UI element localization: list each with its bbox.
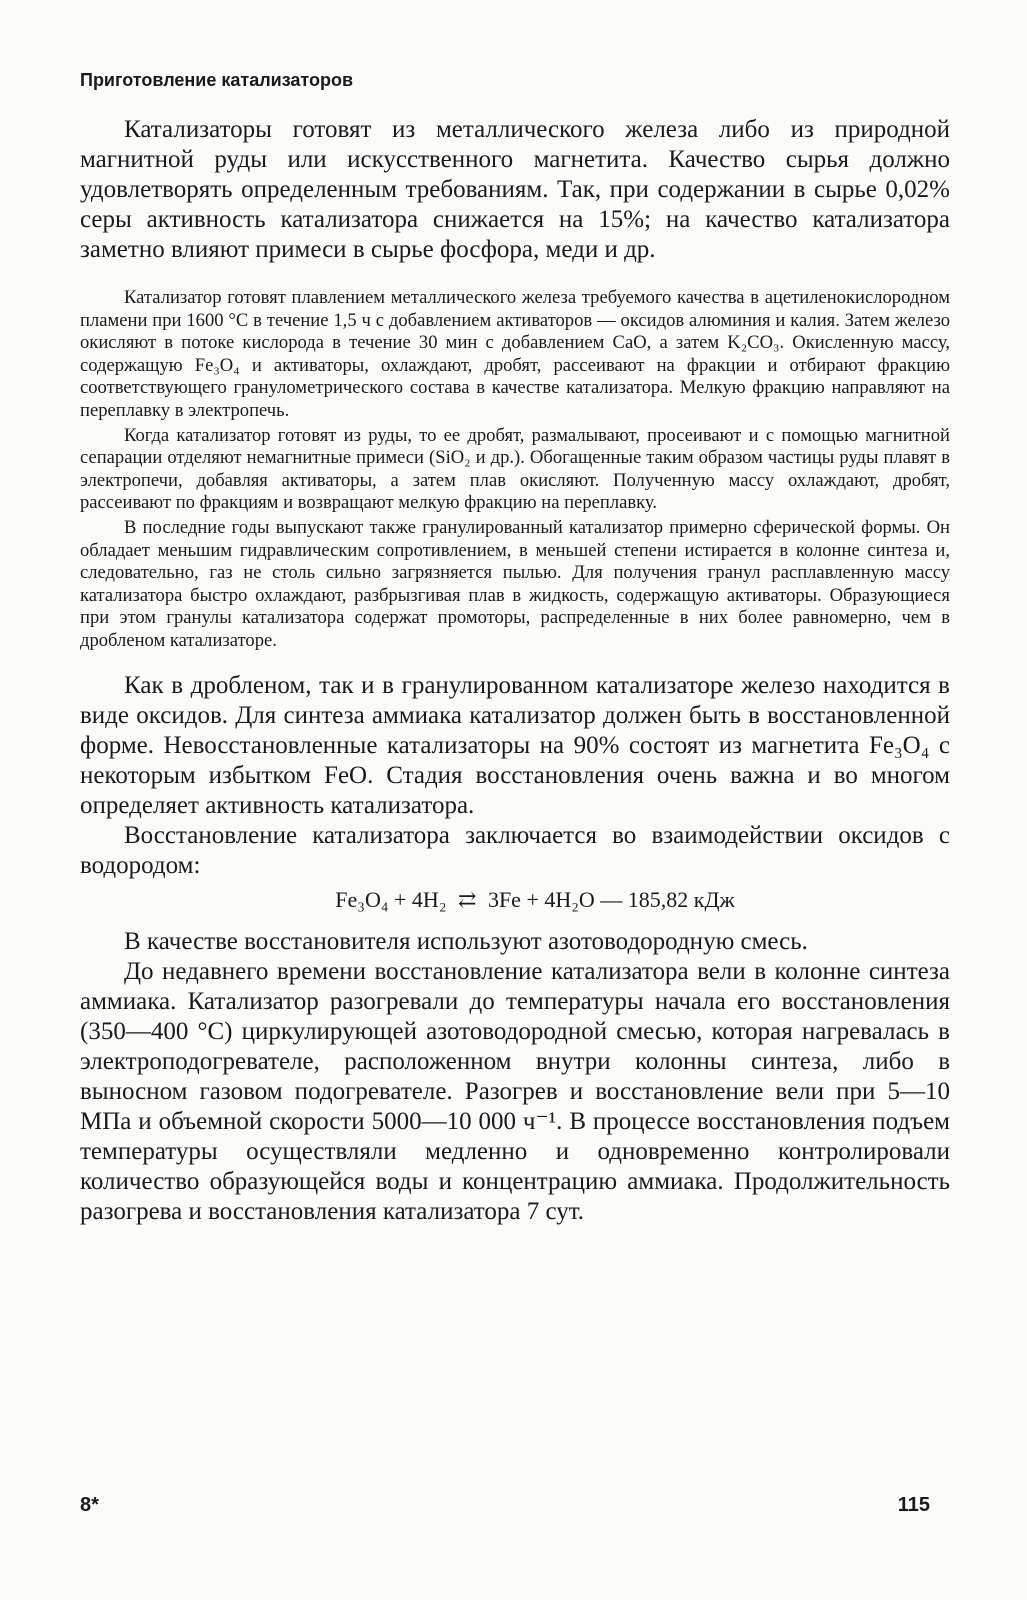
- paragraph-intro: Катализаторы готовят из металлического железа либо из природной магнитной руды или искусственного магнетита. Качество сырья должно удовлетворять определенным требованиям. Так, при содержании в сырье 0,02% серы активность катализатора снижается на 15%; на качество катализатора заметно влияют примеси в сырье фосфора, меди и др.: [80, 116, 950, 263]
- section-title: Приготовление катализаторов: [80, 70, 354, 90]
- chemical-equation: [80, 887, 950, 913]
- page-content: [80, 70, 950, 1227]
- paragraph-reduction-intro: Как в дробленом, так и в гранулированном катализаторе железо находится в виде оксидов. Для синтеза аммиака катализатор должен быть в восстановленной форме. Невосстановленные катализаторы на 90% состоят из магнетита Fe₃O₄ с некоторым избытком FeO. Стадия восстановления очень важна и во многом определяет активность катализатора.: [80, 671, 950, 819]
- equilibrium-arrow-icon: ⇄: [458, 886, 477, 912]
- paragraph-reduction-def: Восстановление катализатора заключается во взаимодействии оксидов с водородом:: [80, 821, 950, 879]
- equation-left: Fe₃O₄ + 4H₂: [335, 886, 447, 912]
- paragraph-process: До недавнего времени восстановление катализатора вели в колонне синтеза аммиака. Катализатор разогревали до температуры начала его восстановления (350—400 °С) циркулирующей азотоводородной смесью, которая нагревалась в электроподогревателе, расположенном внутри колонны синтеза, либо в выносном газовом подогревателе. Разогрев и восстановление вели при 5—10 МПа и объемной скорости 5000—10 000 ч⁻¹. В процессе восстановления подъем температуры осуществляли медленно и одновременно контролировали количество образующейся воды и концентрацию аммиака. Продолжительность разогрева и восстановления катализатора 7 сут.: [80, 957, 950, 1225]
- small-print-block: [80, 287, 950, 653]
- small-paragraph: В последние годы выпускают также гранулированный катализатор примерно сферической формы. Он обладает меньшим гидравлическим сопротивлением, в меньшей степени истирается в колонне синтеза и, следовательно, газ не столь сильно загрязняется пылью. Для получения гранул расплавленную массу катализатора быстро охлаждают, разбрызгивая плав в жидкость, содержащую активаторы. Образующиеся при этом гранулы катализатора содержат промоторы, распределенные в них более равномерно, чем в дробленом катализаторе.: [80, 516, 950, 651]
- equation-right: 3Fe + 4H₂O — 185,82 кДж: [487, 886, 735, 912]
- small-paragraph: Катализатор готовят плавлением металлического железа требуемого качества в ацетиленокислородном пламени при 1600 °С в течение 1,5 ч с добавлением активаторов — оксидов алюминия и калия. Затем железо окисляют в потоке кислорода в течение 30 мин с добавлением CaO, а затем K₂CO₃. Окисленную массу, содержащую Fe₃O₄ и активаторы, охлаждают, дробят, рассеивают на фракции и отбирают фракцию соответствующего гранулометрического состава в качестве катализатора. Мелкую фракцию направляют на переплавку в электропечь.: [80, 287, 950, 421]
- signature-mark: 8*: [80, 1494, 99, 1516]
- paragraph-reducer: В качестве восстановителя используют азотоводородную смесь.: [124, 927, 808, 955]
- small-paragraph: Когда катализатор готовят из руды, то ее дробят, размалывают, просеивают и с помощью магнитной сепарации отделяют немагнитные примеси (SiO₂ и др.). Обогащенные таким образом частицы руды плавят в электропечи, добавляя активаторы, а затем плав окисляют. Полученную массу охлаждают, дробят, рассеивают по фракциям и возвращают мелкую фракцию на переплавку.: [80, 424, 950, 514]
- page-number: 115: [897, 1494, 930, 1516]
